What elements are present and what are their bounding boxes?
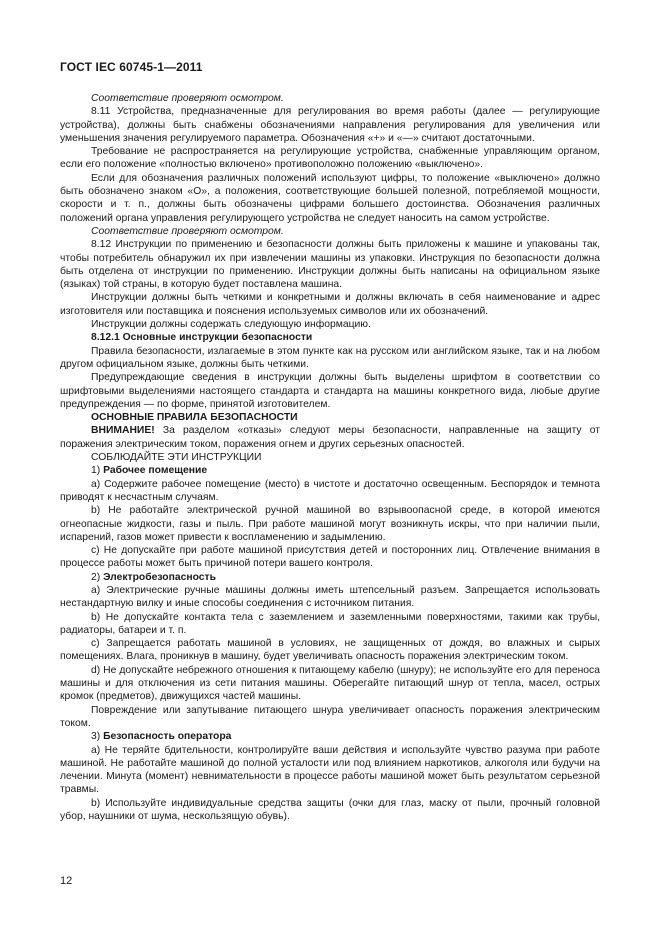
paragraph-number: 1)	[91, 465, 104, 477]
paragraph: Инструкции должны содержать следующую информацию.	[91, 319, 371, 331]
paragraph: Правила безопасности, излагаемые в этом пункте как на русском или английском языке, так и на любом другом официальном языке, должны быть четкими.	[60, 345, 600, 370]
paragraph-text: За разделом «отказы» следуют меры безопасности, направленные на защиту от поражения электрическим током, поражения огнем и других серьезных опасностей.	[60, 425, 600, 450]
section-heading: Рабочее помещение	[103, 465, 208, 477]
paragraph: a) Содержите рабочее помещение (место) в чистоте и достаточно освещенным. Беспорядок и темнота приводят к несчастным случаям.	[60, 478, 600, 503]
document-body	[60, 92, 600, 823]
paragraph: a) Электрические ручные машины должны иметь штепсельный разъем. Запрещается использовать нестандартную вилку и иные способы соединения с источником питания.	[60, 584, 600, 610]
paragraph: Соответствие проверяют осмотром.	[91, 93, 284, 104]
paragraph	[60, 730, 600, 743]
paragraph: a) Не теряйте бдительности, контролируйте ваши действия и используйте чувство разума при работе машиной. Не работайте машиной до полной усталости или под влиянием наркотиков, алкоголя или будучи на лечении. Минута (момент) невнимательности в процессе работы машиной может быть результатом серьезной травмы.	[60, 744, 600, 796]
paragraph	[60, 464, 600, 477]
paragraph: Соответствие проверяют осмотром.	[91, 225, 284, 237]
paragraph: СОБЛЮДАЙТЕ ЭТИ ИНСТРУКЦИИ	[91, 452, 262, 464]
paragraph	[60, 424, 600, 451]
section-heading: Безопасность оператора	[103, 731, 232, 743]
paragraph: ОСНОВНЫЕ ПРАВИЛА БЕЗОПАСНОСТИ	[91, 412, 298, 424]
paragraph: 8.12.1 Основные инструкции безопасности	[91, 332, 313, 344]
paragraph: b) Не допускайте контакта тела с заземлением и заземленными поверхностями, такими как трубы, радиаторы, батареи и т. п.	[60, 611, 600, 636]
paragraph: Инструкции должны быть четкими и конкретными и должны включать в себя наименование и адрес изготовителя или поставщика и пояснения используемых символов или их обозначений.	[60, 292, 600, 317]
section-heading: Электробезопасность	[103, 571, 216, 583]
paragraph: 8.11 Устройства, предназначенные для регулирования во время работы (далее — регулирующие устройства), должны быть снабжены обозначениями направления регулирования для увеличения или уменьшения значения регулируемого параметра. Обозначения «+» и «—» считают достаточными.	[60, 106, 600, 144]
paragraph: c) Запрещается работать машиной в условиях, не защищенных от дождя, во влажных и сырых помещениях. Влага, проникнув в машину, будет увеличивать опасность поражения электрическим током.	[60, 638, 600, 663]
page-number: 12	[60, 875, 73, 887]
paragraph: b) Используйте индивидуальные средства защиты (очки для глаз, маску от пыли, прочный головной убор, наушники от шума, нескользящую обувь).	[60, 797, 600, 823]
paragraph: d) Не допускайте небрежного отношения к питающему кабелю (шнуру); не используйте его для переноса машины и для отключения из сети питания машины. Оберегайте питающий шнур от тепла, масел, острых кромок (предметов), движущихся частей машины.	[60, 664, 600, 703]
paragraph-number: 3)	[91, 731, 104, 743]
paragraph: Если для обозначения различных положений используют цифры, то положение «выключено» должно быть обозначено знаком «О», а положения, соответствующие большей полезной, потребляемой мощности, скорости и т. п., должны быть обозначены цифрами большего достоинства. Обозначения различных положений органа управления регулирующего устройства не следует наносить на самом устройстве.	[60, 172, 600, 224]
paragraph: b) Не работайте электрической ручной машиной во взрывоопасной среде, в которой имеются огнеопасные жидкости, газы и пыль. При работе машиной могут возникнуть искры, что при наличии пыли, испарений, газов может привести к воспламенению и задымлению.	[60, 505, 600, 543]
paragraph: 8.12 Инструкции по применению и безопасности должны быть приложены к машине и упакованы так, чтобы потребитель обнаружил их при извлечении машины из упаковки. Инструкция по безопасности должна быть отделена от инструкции по применению. Инструкции должны быть написаны на официальном языке (языках) той страны, в которую будет поставлена машина.	[60, 239, 600, 291]
paragraph: Требование не распространяется на регулирующие устройства, снабженные управляющим органом, если его положение «полностью включено» противоположно положению «выключено».	[60, 146, 600, 171]
paragraph: Предупреждающие сведения в инструкции должны быть выделены шрифтом в соответствии со шрифтовыми выделениями настоящего стандарта и стандарта на машины конкретного вида, любые другие предупреждения — по форме, принятой изготовителем.	[60, 372, 600, 410]
paragraph-lead: ВНИМАНИЕ!	[91, 425, 155, 437]
paragraph: c) Не допускайте при работе машиной присутствия детей и посторонних лиц. Отвлечение внимания в процессе работы может быть причиной потери вашего контроля.	[60, 545, 600, 570]
paragraph-number: 2)	[91, 571, 104, 583]
paragraph	[60, 571, 600, 584]
document-header: ГОСТ IEC 60745-1—2011	[60, 60, 203, 74]
paragraph: Повреждение или запутывание питающего шнура увеличивает опасность поражения электрическим током.	[60, 704, 600, 729]
